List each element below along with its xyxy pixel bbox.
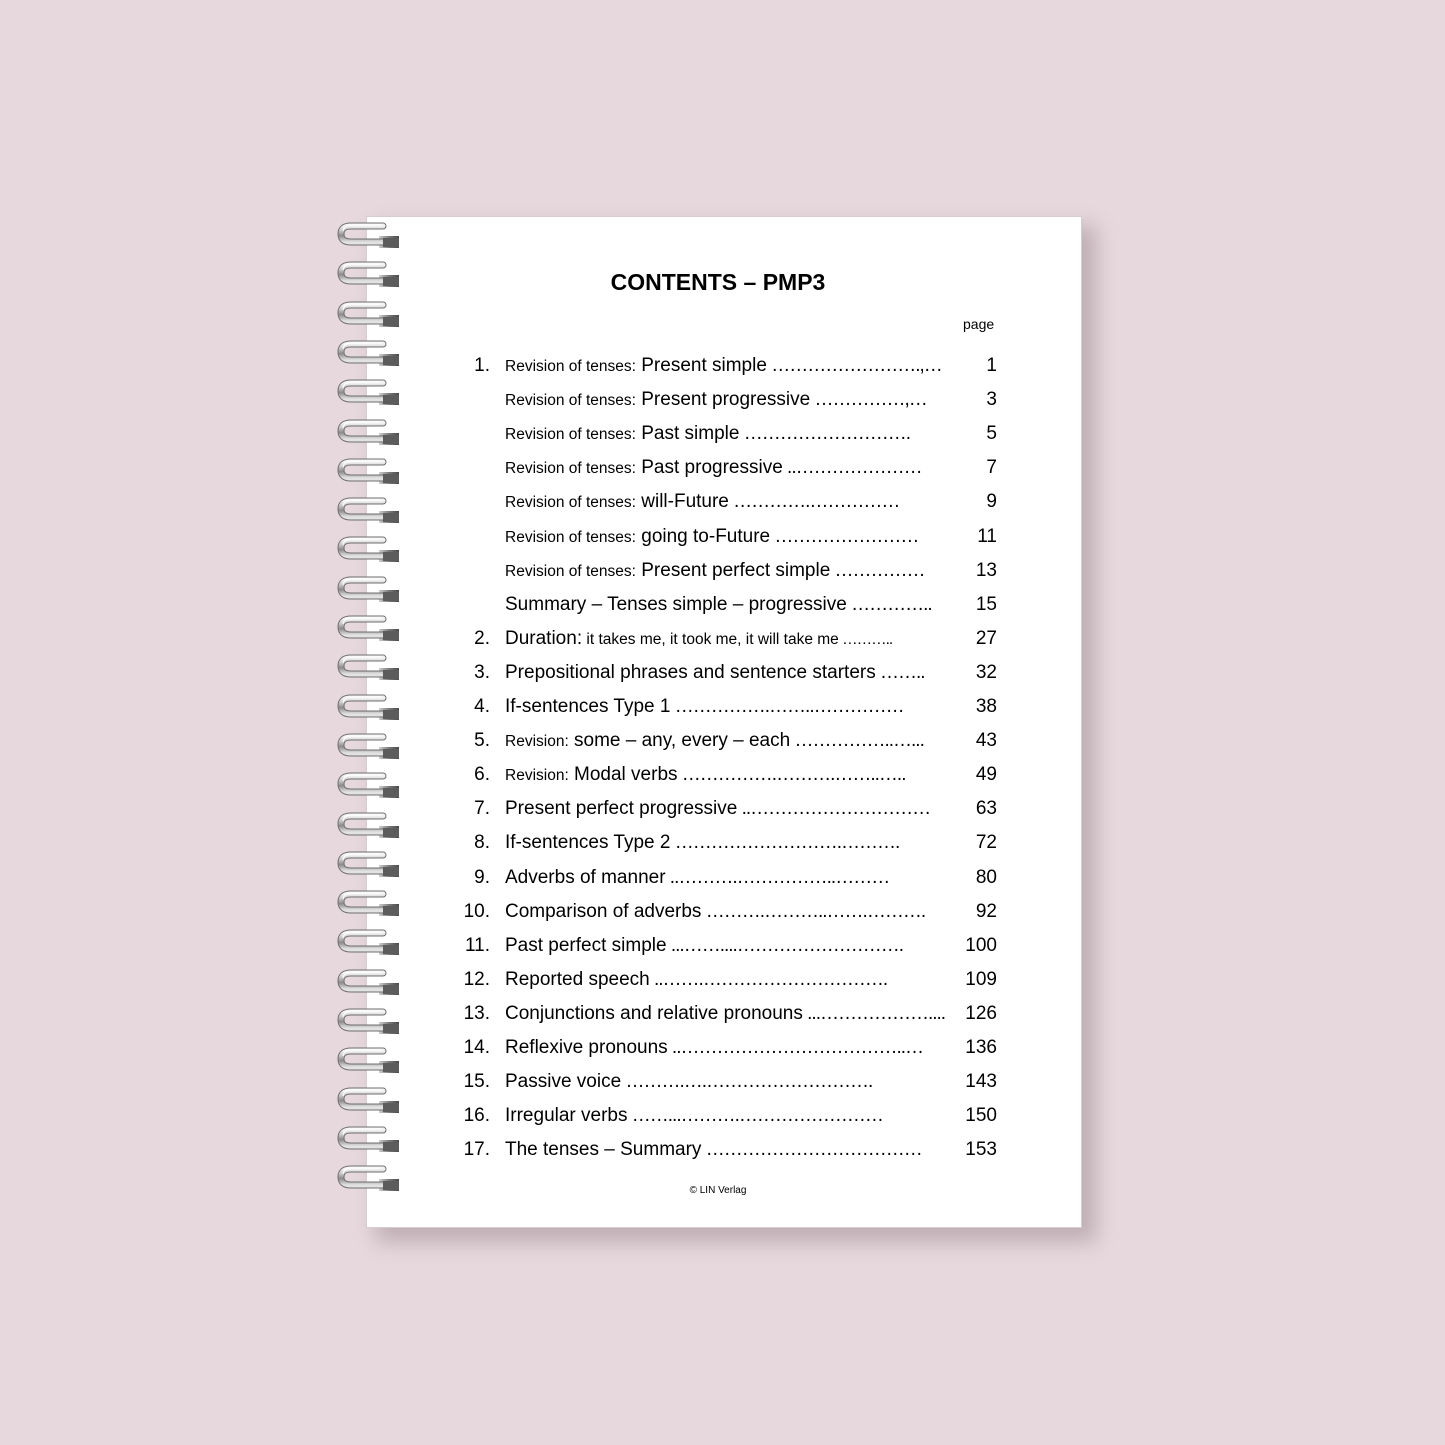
copyright-notice: © LIN Verlag xyxy=(689,1185,747,1196)
toc-entry-leader-dots: ……………..…... xyxy=(790,730,924,752)
spiral-coil xyxy=(337,377,403,407)
toc-entry-title: Present perfect progressive xyxy=(505,798,738,820)
toc-entry-title: Present simple xyxy=(635,355,767,376)
toc-entry-leader-dots: ……………………………… xyxy=(701,1139,922,1161)
toc-entry-text xyxy=(505,792,930,826)
spiral-coil xyxy=(337,849,403,879)
spiral-coil xyxy=(337,574,403,604)
toc-entry-prefix: Revision of tenses: xyxy=(505,426,636,444)
toc-entry xyxy=(367,349,1081,383)
toc-entry-page-number: 136 xyxy=(965,1037,997,1058)
toc-entry-leader-dots: ..……….……………..……… xyxy=(665,866,890,888)
toc-entry-title: Past progressive xyxy=(635,457,783,479)
spiral-coil xyxy=(337,967,403,997)
page-title: CONTENTS – PMP3 xyxy=(610,269,826,295)
toc-entry-number: 11. xyxy=(464,934,490,956)
toc-entry-prefix: Revision: xyxy=(505,767,569,785)
toc-entry-page-number: 13 xyxy=(975,559,997,581)
toc-entry-number: 16. xyxy=(463,1105,490,1127)
spiral-coil xyxy=(337,1124,403,1154)
toc-entry-leader-dots: …………… xyxy=(830,559,925,581)
toc-entry-title: Prepositional phrases and sentence starters xyxy=(505,661,876,683)
toc-entry-leader-dots: ...……....………………………. xyxy=(666,934,904,956)
toc-entry-text xyxy=(505,349,942,384)
toc-entry xyxy=(367,861,1081,895)
toc-entry xyxy=(367,554,1081,588)
spiral-coil xyxy=(337,888,403,918)
spiral-coil xyxy=(337,299,403,329)
toc-entry-number: 5. xyxy=(474,730,490,752)
toc-entry-page-number: 7 xyxy=(986,457,997,479)
toc-entry-leader-dots: …………….……..…………… xyxy=(670,696,904,717)
toc-entry-text xyxy=(505,485,899,520)
toc-entry-number: 8. xyxy=(474,832,490,854)
toc-entry-title: Present perfect simple xyxy=(635,559,831,581)
toc-entry-page-number: 9 xyxy=(986,491,997,513)
spiral-coil xyxy=(337,770,403,800)
toc-entry-title: If-sentences Type 1 xyxy=(505,696,671,717)
toc-entry xyxy=(367,929,1081,963)
toc-entry-page-number: 43 xyxy=(975,730,997,752)
toc-entry-leader-dots: ………….…………… xyxy=(728,491,900,513)
page-column-label: page xyxy=(963,316,995,332)
toc-entry-number: 3. xyxy=(474,661,490,683)
toc-entry-prefix: Revision of tenses: xyxy=(505,528,636,546)
spiral-coil xyxy=(337,731,403,761)
spiral-coil xyxy=(337,810,403,840)
toc-entry xyxy=(367,417,1081,451)
toc-entry-text xyxy=(505,1133,922,1167)
toc-entry-title: If-sentences Type 2 xyxy=(505,832,671,854)
toc-entry-number: 1. xyxy=(474,355,490,376)
toc-entry-title: going to-Future xyxy=(635,525,771,547)
toc-entry-leader-dots: ……………,… xyxy=(810,389,927,411)
toc-entry-page-number: 80 xyxy=(975,866,997,888)
toc-entry xyxy=(367,1031,1081,1065)
toc-entry-text xyxy=(505,1099,883,1133)
toc-entry xyxy=(367,1133,1081,1167)
spiral-coil xyxy=(337,927,403,957)
toc-entry-leader-dots: ……………………….………. xyxy=(670,832,900,854)
toc-entry-title: The tenses – Summary xyxy=(505,1139,702,1161)
spiral-coil xyxy=(337,1085,403,1115)
toc-entry-leader-dots: ..………………………………..… xyxy=(667,1037,924,1058)
toc-entry-text xyxy=(505,656,925,690)
toc-entry-leader-dots: ……...……….…………………… xyxy=(627,1105,883,1127)
spiral-coil xyxy=(337,1163,403,1193)
toc-entry-title: Present progressive xyxy=(635,389,811,411)
toc-entry-text xyxy=(505,826,899,860)
spiral-coil xyxy=(337,1006,403,1036)
spiral-coil xyxy=(337,456,403,486)
toc-entry-title: Passive voice xyxy=(505,1071,622,1093)
toc-entry xyxy=(367,690,1081,724)
toc-entry-text xyxy=(505,963,887,997)
toc-entry-page-number: 92 xyxy=(975,900,997,922)
toc-entry-prefix: Revision of tenses: xyxy=(505,494,636,512)
spiral-coil xyxy=(337,220,403,250)
toc-entry-title: Conjunctions and relative pronouns xyxy=(505,1002,803,1024)
toc-entry xyxy=(367,895,1081,929)
toc-entry-prefix: Revision of tenses: xyxy=(505,358,636,375)
toc-entry-page-number: 153 xyxy=(965,1139,997,1161)
notebook-page xyxy=(366,216,1082,1228)
toc-entry-page-number: 38 xyxy=(975,696,997,717)
toc-entry-title: Modal verbs xyxy=(568,764,678,786)
toc-entry-leader-dots: …………….……….……..….. xyxy=(677,764,906,786)
toc-entry-text xyxy=(505,588,932,622)
toc-entry-title: Past simple xyxy=(635,423,740,445)
toc-entry-leader-dots: ………….. xyxy=(846,593,932,615)
toc-entry-prefix: Revision of tenses: xyxy=(505,460,636,478)
spiral-coil xyxy=(337,652,403,682)
toc-entry-text xyxy=(505,929,903,963)
toc-entry-number: 2. xyxy=(474,627,490,649)
toc-entry-number: 15. xyxy=(463,1071,490,1093)
toc-entry-leader-dots: ……….………..…….………. xyxy=(701,900,926,922)
toc-entry-text xyxy=(505,895,925,929)
toc-entry xyxy=(367,451,1081,485)
toc-entry-number: 10. xyxy=(463,900,490,922)
toc-entry-prefix: Revision of tenses: xyxy=(505,392,636,410)
toc-entry xyxy=(367,520,1081,554)
toc-entry-text xyxy=(505,1031,923,1065)
toc-entry-text xyxy=(505,997,945,1031)
toc-entry-page-number: 63 xyxy=(975,798,997,820)
toc-entry-title: Past perfect simple xyxy=(505,934,667,956)
spiral-coil xyxy=(337,613,403,643)
toc-entry-page-number: 3 xyxy=(986,389,997,411)
toc-entry-number: 13. xyxy=(463,1002,490,1024)
toc-entry xyxy=(367,792,1081,826)
toc-entry xyxy=(367,1099,1081,1133)
toc-entry-text xyxy=(505,520,918,555)
toc-entry xyxy=(367,963,1081,997)
toc-entry xyxy=(367,383,1081,417)
toc-entry-page-number: 49 xyxy=(975,764,997,786)
toc-entry-text xyxy=(505,724,924,759)
toc-entry-text xyxy=(505,417,910,452)
toc-entry-number: 14. xyxy=(463,1037,490,1058)
toc-entry-page-number: 15 xyxy=(975,593,997,615)
toc-entry-page-number: 32 xyxy=(975,661,997,683)
toc-entry-page-number: 72 xyxy=(975,832,997,854)
spiral-coil xyxy=(337,417,403,447)
toc-entry xyxy=(367,826,1081,860)
toc-entry-text xyxy=(505,383,927,418)
toc-entry-title: will-Future xyxy=(635,491,729,513)
toc-entry xyxy=(367,724,1081,758)
toc-entry-title: Irregular verbs xyxy=(505,1105,628,1127)
toc-entry-text xyxy=(505,690,904,724)
toc-entry xyxy=(367,656,1081,690)
toc-entry-leader-dots: ..………………………… xyxy=(737,798,931,820)
toc-entry-text xyxy=(505,622,892,657)
toc-entry-leader-dots: ……….….………………………. xyxy=(621,1071,873,1093)
toc-entry-page-number: 150 xyxy=(965,1105,997,1127)
toc-entry-title: Reflexive pronouns xyxy=(505,1037,668,1058)
toc-entry-page-number: 100 xyxy=(965,934,997,956)
toc-entry-title: Adverbs of manner xyxy=(505,866,666,888)
toc-entry-title: Duration: xyxy=(505,627,583,649)
toc-entry xyxy=(367,622,1081,656)
spiral-coil xyxy=(337,338,403,368)
toc-entry-leader-dots: …….. xyxy=(875,661,925,683)
toc-entry-page-number: 126 xyxy=(965,1002,997,1024)
toc-entry xyxy=(367,588,1081,622)
toc-entry-text xyxy=(505,554,925,589)
toc-entry-title: some – any, every – each xyxy=(568,730,791,752)
toc-entry-leader-dots: ……….. xyxy=(838,630,893,648)
toc-entry-prefix: Revision: xyxy=(505,733,569,751)
toc-entry-leader-dots: ..…….…………………………. xyxy=(649,968,888,990)
toc-entry-page-number: 143 xyxy=(965,1071,997,1093)
toc-entry-number: 7. xyxy=(474,798,490,820)
toc-entry-number: 17. xyxy=(463,1139,490,1161)
toc-entry-title: Reported speech xyxy=(505,968,650,990)
toc-entry-page-number: 27 xyxy=(975,627,997,649)
toc-entry-page-number: 109 xyxy=(965,968,997,990)
toc-entry-number: 9. xyxy=(474,866,490,888)
toc-entry-detail: it takes me, it took me, it will take me xyxy=(582,630,839,648)
toc-entry-leader-dots: …………………… xyxy=(770,525,919,547)
toc-entry xyxy=(367,485,1081,519)
toc-entry-leader-dots: …………………….,… xyxy=(766,355,942,376)
toc-entry-text xyxy=(505,1065,872,1099)
spiral-coil xyxy=(337,495,403,525)
toc-entry-number: 12. xyxy=(463,968,490,990)
toc-entry-number: 4. xyxy=(474,696,490,717)
toc-entry-title: Comparison of adverbs xyxy=(505,900,702,922)
toc-entry-text xyxy=(505,861,889,895)
toc-entry-title: Summary – Tenses simple – progressive xyxy=(505,593,847,615)
toc-entry-leader-dots: ………………………. xyxy=(739,423,911,445)
toc-entry-prefix: Revision of tenses: xyxy=(505,562,636,580)
toc-entry-text xyxy=(505,758,905,793)
toc-entry-page-number: 5 xyxy=(986,423,997,445)
toc-entry xyxy=(367,758,1081,792)
toc-entry-text xyxy=(505,451,922,486)
spiral-coil xyxy=(337,259,403,289)
spiral-coil xyxy=(337,1045,403,1075)
toc-entry-number: 6. xyxy=(474,764,490,786)
spiral-binding xyxy=(337,216,403,1228)
toc-entry-page-number: 11 xyxy=(977,525,997,547)
toc-entry xyxy=(367,1065,1081,1099)
spiral-coil xyxy=(337,692,403,722)
toc-entry-page-number: 1 xyxy=(986,355,997,376)
toc-entry-leader-dots: ...……………….... xyxy=(802,1002,946,1024)
spiral-coil xyxy=(337,534,403,564)
toc-entry-leader-dots: ..………………… xyxy=(782,457,922,479)
toc-entry xyxy=(367,997,1081,1031)
